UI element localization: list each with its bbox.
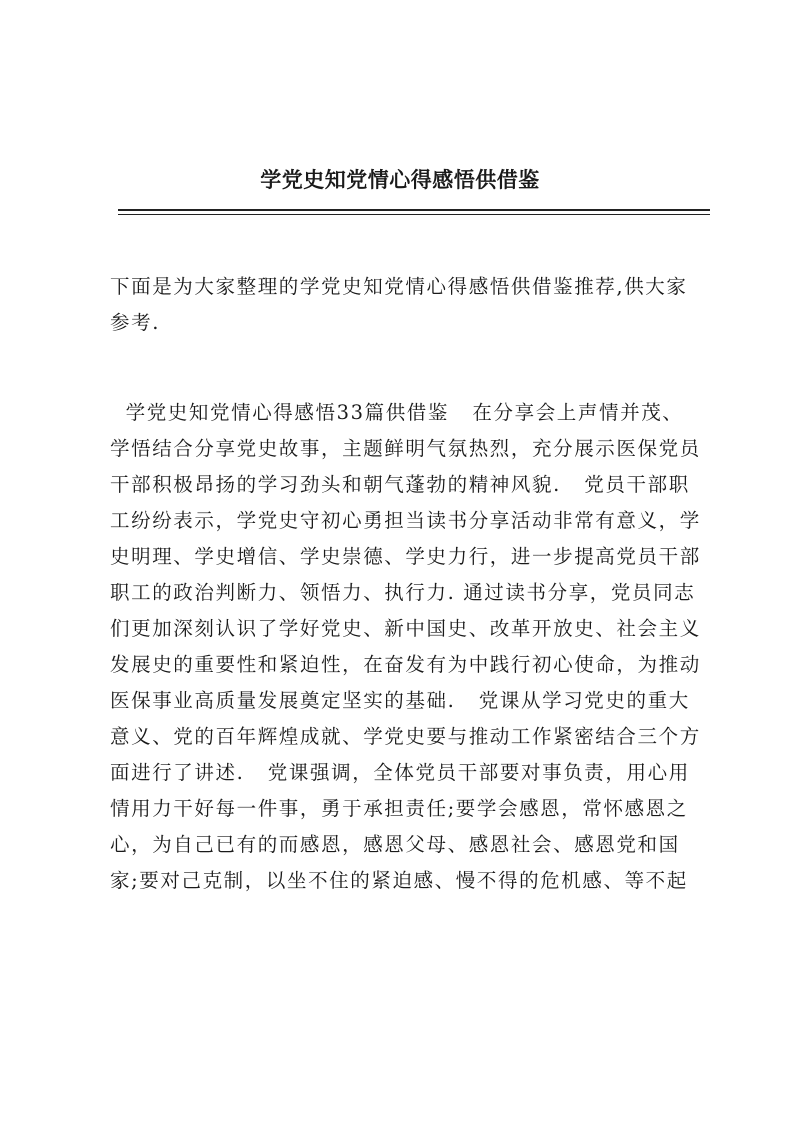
- body-line: 家;要对己克制，以坐不住的紧迫感、慢不得的危机感、等不起: [110, 869, 688, 892]
- intro-line: 下面是为大家整理的学党史知党情心得感悟供借鉴推荐,供大家: [110, 275, 688, 298]
- title-rule-thick: [118, 209, 710, 211]
- body-line: 心，为自己已有的而感恩，感恩父母、感恩社会、感恩党和国: [110, 833, 680, 856]
- body-line: 意义、党的百年辉煌成就、学党史要与推动工作紧密结合三个方: [110, 725, 701, 748]
- body-line: 职工的政治判断力、领悟力、执行力. 通过读书分享，党员同志: [110, 581, 696, 604]
- body-line: 发展史的重要性和紧迫性，在奋发有为中践行初心使命，为推动: [110, 653, 701, 676]
- body-line: 们更加深刻认识了学好党史、新中国史、改革开放史、社会主义: [110, 617, 701, 640]
- body-line: 情用力干好每一件事，勇于承担责任;要学会感恩，常怀感恩之: [110, 797, 688, 820]
- body-line: 史明理、学史增信、学史崇德、学史力行，进一步提高党员干部: [110, 545, 701, 568]
- document-title: 学党史知党情心得感悟供借鉴: [260, 167, 540, 192]
- body-line: 医保事业高质量发展奠定坚实的基础. 党课从学习党史的重大: [110, 689, 690, 712]
- intro-line: 参考.: [110, 311, 160, 334]
- title-rule-thin: [118, 214, 710, 215]
- body-line: 面进行了讲述. 党课强调，全体党员干部要对事负责，用心用: [110, 761, 690, 784]
- intro-paragraph: [110, 269, 710, 341]
- body-line: 学党史知党情心得感悟33篇供借鉴 在分享会上声情并茂、: [110, 401, 684, 424]
- body-paragraph: [110, 395, 710, 899]
- body-line: 工纷纷表示，学党史守初心勇担当读书分享活动非常有意义，学: [110, 509, 701, 532]
- body-line: 学悟结合分享党史故事，主题鲜明气氛热烈，充分展示医保党员: [110, 437, 701, 460]
- body-line: 干部积极昂扬的学习劲头和朝气蓬勃的精神风貌. 党员干部职: [110, 473, 690, 496]
